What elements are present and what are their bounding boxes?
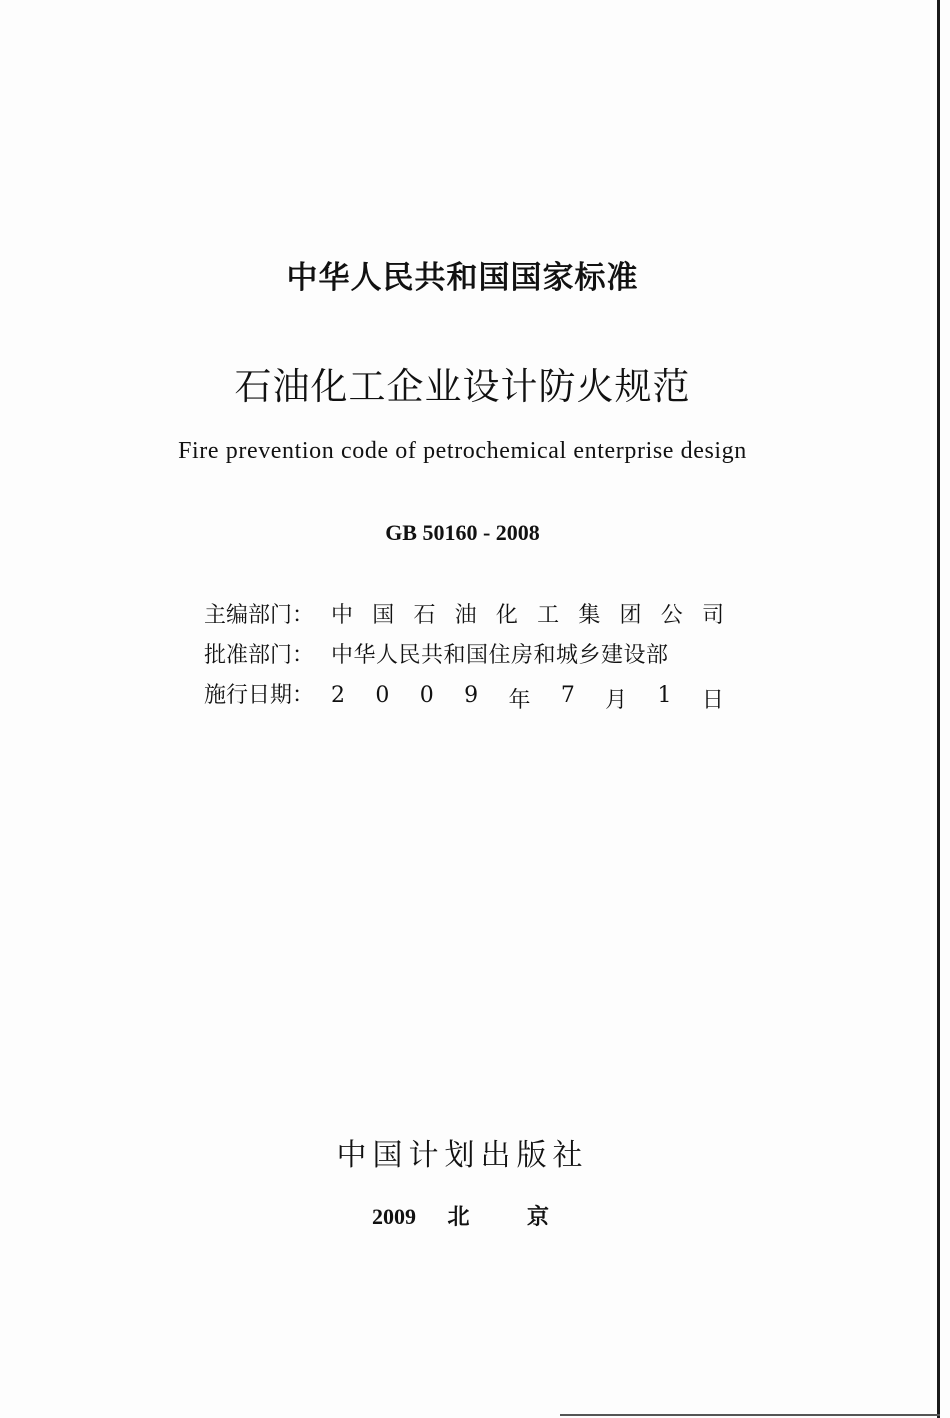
date-char: 2 — [331, 683, 345, 708]
title-chinese: 石油化工企业设计防火规范 — [234, 365, 691, 408]
scan-edge-bottom — [560, 1414, 940, 1416]
city-char: 北 — [447, 1205, 470, 1230]
title-english: Fire prevention code of petrochemical enterprise design — [178, 438, 747, 464]
editor-char: 团 — [619, 603, 642, 628]
editor-char: 国 — [372, 603, 395, 628]
standard-code: GB 50160 - 2008 — [385, 520, 540, 545]
date-char: 9 — [464, 683, 479, 708]
date-char: 0 — [419, 683, 434, 708]
approver-value: 中华人民共和国住房和城乡建设部 — [331, 643, 669, 668]
standard-type-heading: 中华人民共和国国家标准 — [286, 260, 639, 296]
editor-char: 公 — [660, 603, 683, 628]
metadata-block — [204, 598, 724, 718]
editor-char: 集 — [578, 603, 601, 628]
publication-place — [372, 1200, 549, 1231]
editor-value — [331, 598, 724, 629]
publisher-name: 中国计划出版社 — [336, 1138, 589, 1173]
date-char: 7 — [560, 683, 575, 708]
city-char: 京 — [527, 1205, 550, 1230]
editor-char: 工 — [537, 603, 560, 628]
approver-label: 批准部门： — [204, 643, 315, 668]
editor-row — [204, 598, 724, 638]
editor-char: 中 — [331, 603, 354, 628]
editor-label: 主编部门： — [204, 603, 315, 628]
publication-year: 2009 — [372, 1204, 416, 1229]
editor-char: 油 — [454, 603, 477, 628]
editor-char: 司 — [701, 603, 724, 628]
date-char: 月 — [605, 688, 628, 713]
scan-edge-right — [937, 0, 940, 1418]
approver-row — [204, 638, 724, 678]
date-char: 日 — [701, 688, 724, 713]
effective-date-label: 施行日期： — [204, 683, 315, 708]
effective-date-row — [204, 678, 724, 718]
editor-char: 化 — [495, 603, 518, 628]
date-char: 1 — [657, 683, 672, 708]
effective-date-value — [331, 683, 724, 714]
date-char: 0 — [375, 683, 390, 708]
editor-char: 石 — [413, 603, 436, 628]
date-char: 年 — [508, 688, 531, 713]
